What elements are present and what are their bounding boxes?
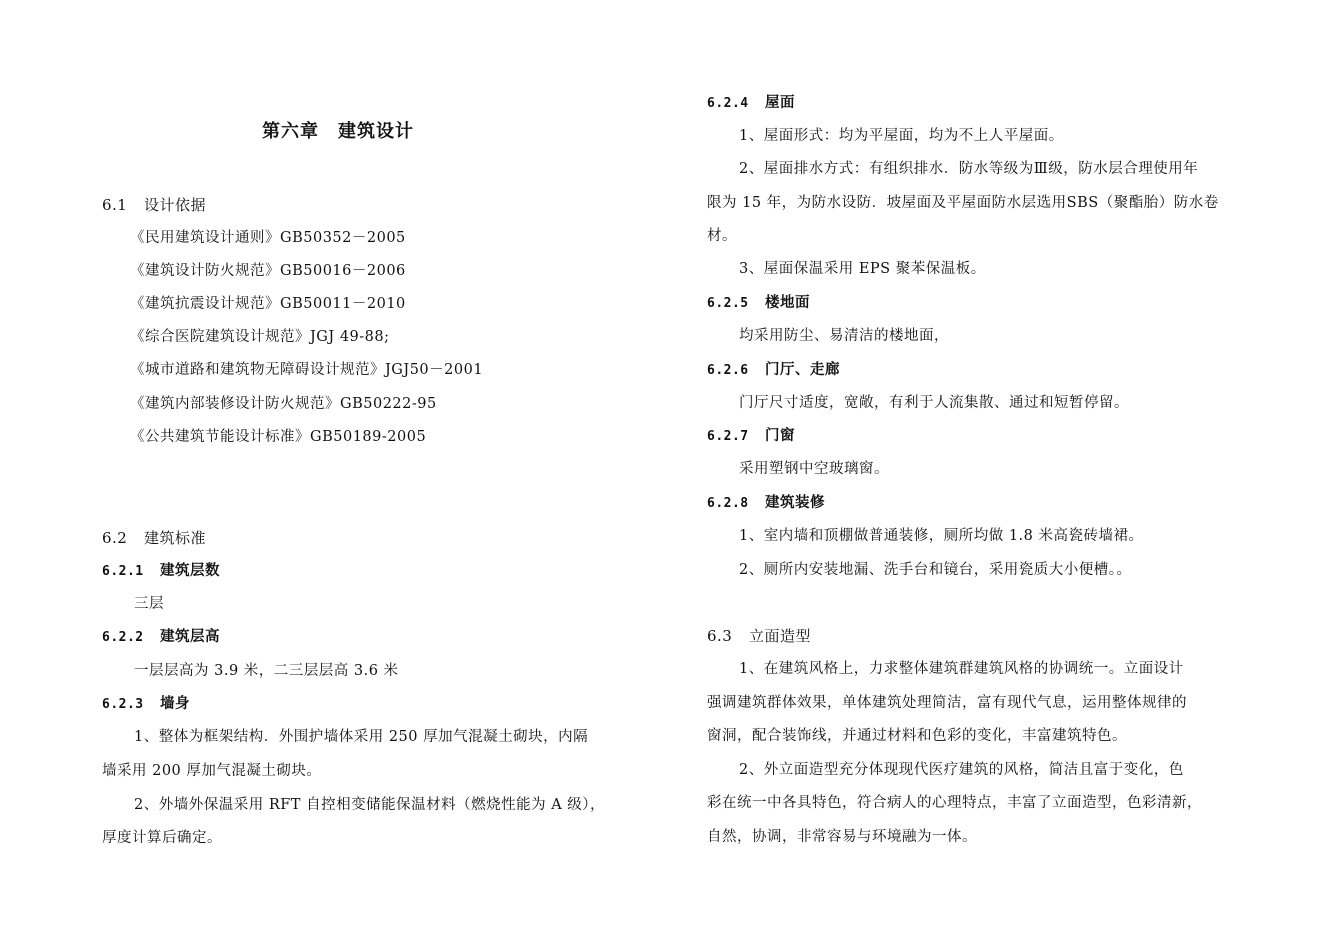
section-number: 6.2.4: [707, 96, 749, 111]
chapter-title: 第六章 建筑设计: [262, 121, 414, 142]
paragraph-line: 材。: [707, 228, 737, 244]
section-6-2-4-heading: [707, 93, 795, 114]
section-title: 门厅、走廊: [765, 361, 840, 378]
section-6-2-heading: [102, 528, 206, 548]
section-title: 设计依据: [144, 196, 207, 214]
paragraph-line: 2、外立面造型充分体现现代医疗建筑的风格，简洁且富于变化，色: [739, 762, 1184, 778]
section-number: 6.3: [707, 627, 733, 645]
section-number: 6.2.2: [102, 630, 144, 645]
section-title: 建筑层数: [160, 562, 220, 579]
section-6-2-7-heading: [707, 426, 795, 447]
paragraph-line: 墙采用 200 厚加气混凝土砌块。: [102, 763, 322, 779]
paragraph-line: 2、屋面排水方式：有组织排水．防水等级为Ⅲ级，防水层合理使用年: [739, 161, 1199, 177]
section-title: 墙身: [160, 695, 190, 712]
paragraph-line: 彩在统一中各具特色，符合病人的心理特点，丰富了立面造型，色彩清新，: [707, 795, 1202, 811]
paragraph-line: 1、室内墙和顶棚做普通装修，厕所均做 1.8 米高瓷砖墙裙。: [739, 528, 1144, 544]
paragraph-line: 1、在建筑风格上，力求整体建筑群建筑风格的协调统一。立面设计: [739, 661, 1184, 677]
reference-item: 《建筑设计防火规范》GB50016－2006: [130, 263, 406, 279]
reference-item: 《综合医院建筑设计规范》JGJ 49-88;: [130, 329, 390, 345]
section-number: 6.2.8: [707, 496, 749, 511]
reference-item: 《公共建筑节能设计标准》GB50189-2005: [130, 429, 427, 445]
paragraph-line: 自然，协调，非常容易与环境融为一体。: [707, 829, 977, 845]
section-6-2-5-heading: [707, 293, 810, 314]
section-number: 6.2.6: [707, 363, 749, 378]
paragraph: 三层: [134, 596, 164, 612]
section-number: 6.2.7: [707, 429, 749, 444]
section-6-2-2-heading: [102, 627, 220, 648]
section-number: 6.2.3: [102, 697, 144, 712]
reference-item: 《建筑内部装修设计防火规范》GB50222-95: [130, 396, 437, 412]
section-6-1-heading: [102, 195, 206, 215]
paragraph-line: 2、外墙外保温采用 RFT 自控相变储能保温材料（燃烧性能为 A 级），: [134, 797, 606, 813]
section-title: 建筑层高: [160, 628, 220, 645]
section-6-3-heading: [707, 626, 811, 646]
paragraph-line: 窗洞，配合装饰线，并通过材料和色彩的变化，丰富建筑特色。: [707, 728, 1127, 744]
paragraph-line: 强调建筑群体效果，单体建筑处理简洁，富有现代气息，运用整体规律的: [707, 695, 1187, 711]
section-title: 建筑装修: [765, 494, 825, 511]
section-number: 6.2: [102, 529, 128, 547]
paragraph-line: 1、整体为框架结构．外围护墙体采用 250 厚加气混凝土砌块，内隔: [134, 729, 589, 745]
paragraph: 均采用防尘、易清洁的楼地面，: [739, 328, 949, 344]
section-6-2-3-heading: [102, 694, 190, 715]
section-number: 6.1: [102, 196, 128, 214]
section-6-2-6-heading: [707, 360, 840, 381]
paragraph-line: 限为 15 年，为防水设防．坡屋面及平屋面防水层选用SBS（聚酯胎）防水卷: [707, 195, 1219, 211]
paragraph: 门厅尺寸适度，宽敞，有利于人流集散、通过和短暂停留。: [739, 395, 1129, 411]
paragraph-line: 3、屋面保温采用 EPS 聚苯保温板。: [739, 261, 986, 277]
paragraph: 一层层高为 3.9 米，二三层层高 3.6 米: [134, 663, 399, 679]
section-title: 建筑标准: [144, 529, 207, 547]
section-title: 立面造型: [749, 627, 812, 645]
reference-item: 《城市道路和建筑物无障碍设计规范》JGJ50－2001: [130, 362, 484, 378]
reference-item: 《建筑抗震设计规范》GB50011－2010: [130, 296, 406, 312]
section-number: 6.2.5: [707, 296, 749, 311]
section-6-2-1-heading: [102, 561, 220, 582]
section-number: 6.2.1: [102, 564, 144, 579]
paragraph-line: 2、厕所内安装地漏、洗手台和镜台，采用瓷质大小便槽。。: [739, 562, 1132, 578]
section-title: 门窗: [765, 427, 795, 444]
reference-item: 《民用建筑设计通则》GB50352－2005: [130, 230, 406, 246]
paragraph-line: 厚度计算后确定。: [102, 830, 222, 846]
section-title: 楼地面: [765, 294, 810, 311]
paragraph: 采用塑钢中空玻璃窗。: [739, 461, 889, 477]
section-title: 屋面: [765, 94, 795, 111]
section-6-2-8-heading: [707, 493, 825, 514]
paragraph-line: 1、屋面形式：均为平屋面，均为不上人平屋面。: [739, 128, 1064, 144]
